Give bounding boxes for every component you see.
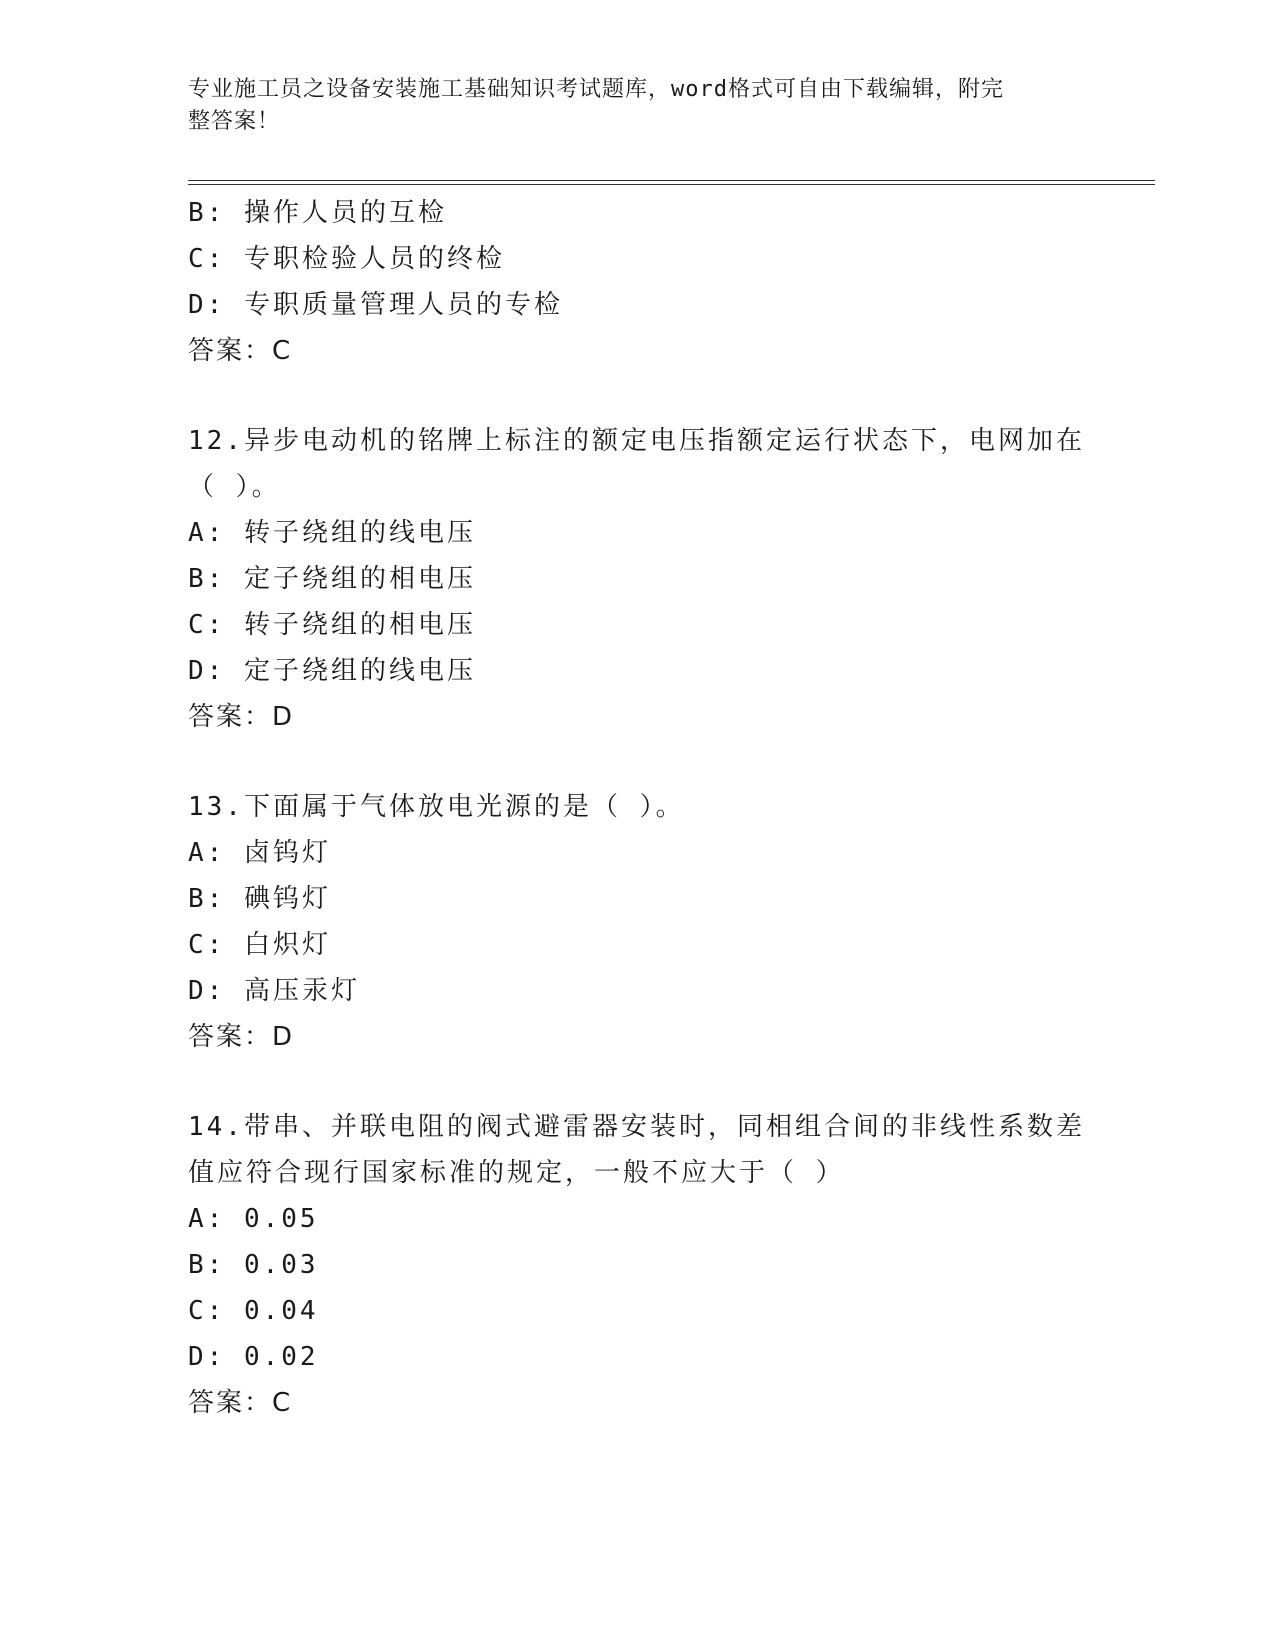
header-line-1: 专业施工员之设备安装施工基础知识考试题库，word格式可自由下载编辑，附完 [188, 77, 1004, 102]
question-stem: 13.下面属于气体放电光源的是（ ）。 [188, 792, 685, 822]
option-c: C: 白炽灯 [188, 930, 331, 960]
question-list [188, 190, 1088, 1426]
option-d: D: 0.02 [188, 1342, 319, 1372]
header-divider [188, 180, 1155, 185]
answer: 答案：C [188, 1388, 293, 1418]
answer: 答案：C [188, 336, 293, 366]
option-d: D: 专职质量管理人员的专检 [188, 290, 563, 320]
option-b: B: 操作人员的互检 [188, 198, 447, 228]
answer: 答案：D [188, 1022, 295, 1052]
option-b: B: 0.03 [188, 1250, 319, 1280]
option-b: B: 碘钨灯 [188, 884, 331, 914]
question-stem-cont: 值应符合现行国家标准的规定，一般不应大于（ ） [188, 1158, 845, 1188]
question-stem: 12.异步电动机的铭牌上标注的额定电压指额定运行状态下，电网加在 [188, 426, 1085, 456]
option-c: C: 转子绕组的相电压 [188, 610, 476, 640]
option-d: D: 定子绕组的线电压 [188, 656, 476, 686]
option-c: C: 专职检验人员的终检 [188, 244, 505, 274]
header-line-2: 整答案！ [188, 109, 281, 134]
question-11 [188, 190, 1088, 374]
option-c: C: 0.04 [188, 1296, 319, 1326]
option-a: A: 卤钨灯 [188, 838, 331, 868]
question-13 [188, 784, 1088, 1060]
option-b: B: 定子绕组的相电压 [188, 564, 476, 594]
answer: 答案：D [188, 702, 295, 732]
question-14 [188, 1104, 1088, 1426]
question-stem-cont: （ ）。 [188, 472, 281, 502]
question-12 [188, 418, 1088, 740]
document-header [188, 74, 1068, 138]
question-stem: 14.带串、并联电阻的阀式避雷器安装时，同相组合间的非线性系数差 [188, 1112, 1085, 1142]
option-a: A: 0.05 [188, 1204, 319, 1234]
option-d: D: 高压汞灯 [188, 976, 360, 1006]
option-a: A: 转子绕组的线电压 [188, 518, 476, 548]
